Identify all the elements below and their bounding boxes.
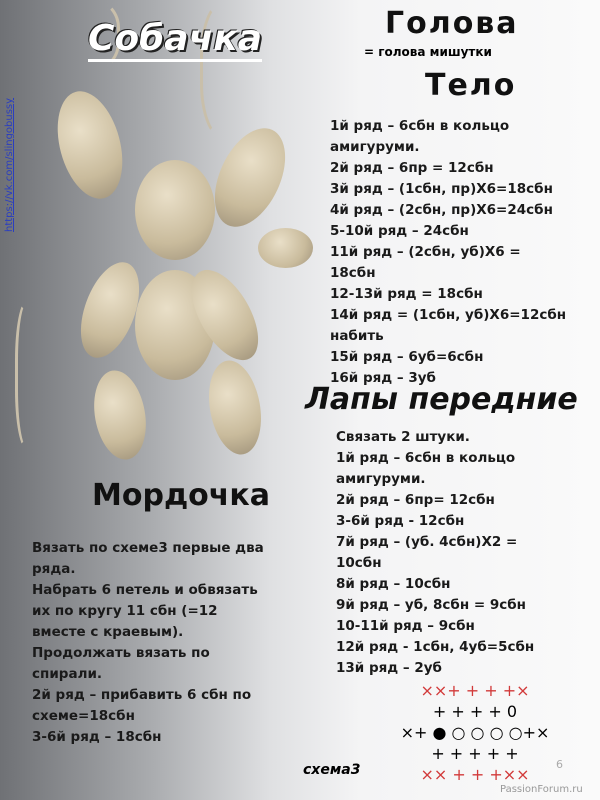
page-number: 6 bbox=[556, 758, 563, 771]
body-title: Тело bbox=[425, 68, 517, 103]
paws-title: Лапы передние bbox=[305, 382, 578, 417]
head-note: = голова мишутки bbox=[364, 45, 492, 59]
paws-instructions: Связать 2 штуки. 1й ряд – 6сбн в кольцо амигуруми. 2й ряд – 6пр= 12сбн 3-6й ряд - 12сбн 7й ряд – (уб. 4сбн)Х2 = 10сбн 8й ряд – 10сбн 9й ряд – уб, 8сбн = 9сбн 10-11й ряд – 9сбн 12й ряд - 1сбн, 4уб=5сбн 13й ряд – 2уб bbox=[336, 429, 535, 676]
crochet-scheme: ××+ + + +× + + + + 0 ×+ ● ○ ○ ○ ○+× + + + + + ×× + + +×× bbox=[400, 681, 550, 784]
head-ball bbox=[135, 160, 215, 260]
crochet-pieces-photo bbox=[0, 0, 310, 480]
page-title: Собачка bbox=[88, 18, 262, 62]
muzzle-title: Мордочка bbox=[92, 478, 270, 513]
forum-watermark: PassionForum.ru bbox=[500, 784, 583, 795]
muzzle-ball bbox=[258, 228, 313, 268]
scheme-label: схема3 bbox=[303, 762, 361, 778]
leg bbox=[88, 366, 153, 463]
ear bbox=[47, 84, 133, 206]
body-instructions: 1й ряд – 6сбн в кольцо амигуруми. 2й ряд – 6пр = 12сбн 3й ряд – (1сбн, пр)Х6=18сбн 4й ряд – (2сбн, пр)Х6=24сбн 5-10й ряд – 24сбн 11й ряд – (2сбн, уб)Х6 = 18сбн 12-13й ряд = 18сбн 14й ряд = (1сбн, уб)Х6=12сбн набить 15й ряд – 6уб=6сбн 16й ряд – 3уб bbox=[330, 118, 567, 386]
vk-link[interactable]: https://vk.com/slingobussy bbox=[4, 97, 15, 232]
leg bbox=[202, 356, 268, 458]
muzzle-instructions: Вязать по схеме3 первые два ряда. Набрать 6 петель и обвязать их по кругу 11 сбн (=12 вместе с краевым). Продолжать вязать по спирали. 2й ряд – прибавить 6 сбн по схеме=18сбн 3-6й ряд – 18сбн bbox=[32, 540, 264, 745]
head-title: Голова bbox=[385, 6, 519, 41]
